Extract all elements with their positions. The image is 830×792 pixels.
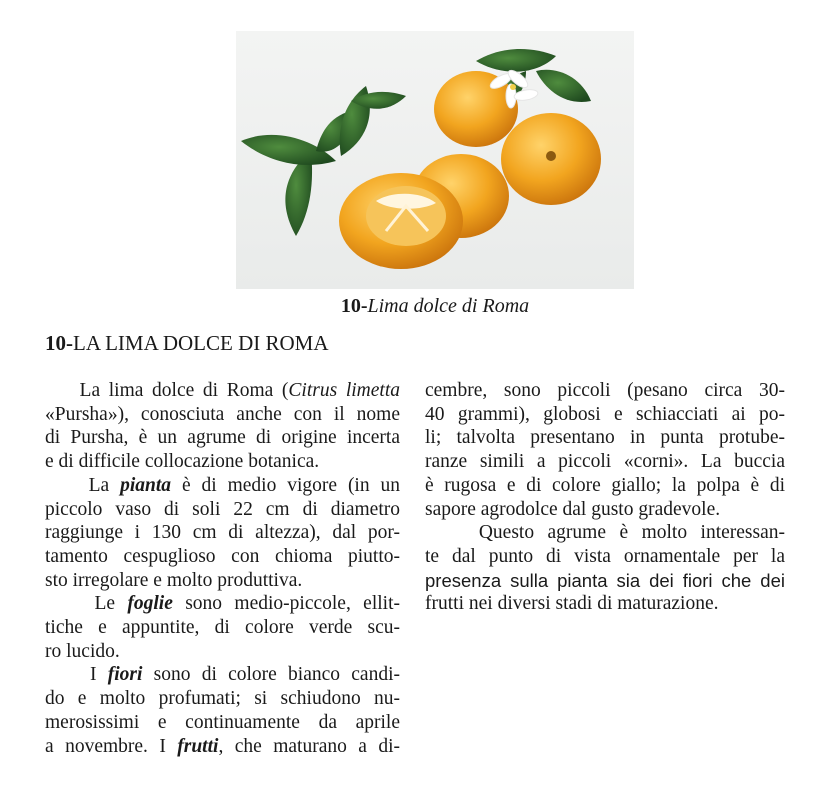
- left-column: [45, 379, 400, 758]
- text-line: cembre, sono piccoli (pesano circa 30-: [425, 380, 785, 401]
- text-line: di Pursha, è un agrume di origine incerta: [45, 427, 400, 449]
- text-line: merosissimi e continuamente da aprile: [45, 711, 400, 733]
- right-column: [425, 379, 785, 616]
- text-line: sto irregolare e molto produttiva.: [45, 569, 303, 591]
- text-line: raggiunge i 130 cm di altezza), dal por-: [45, 522, 400, 544]
- caption-title: Lima dolce di Roma: [367, 295, 530, 317]
- text-line: ro lucido.: [45, 640, 120, 662]
- text-line: do e molto profumati; si schiudono nu-: [45, 688, 400, 710]
- text-line: La lima dolce di Roma (Citrus limetta: [79, 380, 400, 401]
- section-heading: [45, 330, 329, 356]
- text-line: presenza sulla pianta sia dei fiori che dei: [425, 569, 785, 591]
- text-line: piccolo vaso di soli 22 cm di diametro: [45, 498, 400, 520]
- fruit-photo: [236, 31, 634, 289]
- text-line: sapore agrodolce dal gusto gradevole.: [425, 498, 721, 520]
- text-line: 40 grammi), globosi e schiacciati ai po-: [425, 403, 785, 425]
- text-line: è rugosa e di colore giallo; la polpa è di: [425, 474, 785, 496]
- heading-number: 10-: [45, 331, 73, 355]
- text-line: frutti nei diversi stadi di maturazione.: [425, 593, 719, 615]
- figure-caption: [236, 294, 634, 318]
- caption-number: 10-: [340, 295, 368, 317]
- text-line: e di difficile collocazione botanica.: [45, 451, 320, 473]
- leaf: [476, 49, 556, 72]
- text-line: Le foglie sono medio-piccole, ellit-: [94, 593, 400, 615]
- text-line: tiche e appuntite, di colore verde scu-: [45, 617, 400, 639]
- text-line: tamento cespuglioso con chioma piutto-: [45, 545, 400, 567]
- text-line: «Pursha»), conosciuta anche con il nome: [45, 403, 400, 425]
- text-line: La pianta è di medio vigore (in un: [88, 474, 401, 496]
- text-line: Questo agrume è molto interessan-: [478, 522, 785, 544]
- text-line: a novembre. I frutti, che maturano a di-: [45, 735, 400, 757]
- text-line: I fiori sono di colore bianco candi-: [89, 664, 400, 686]
- heading-title: LA LIMA DOLCE DI ROMA: [73, 331, 329, 355]
- lima-dolce-illustration: [236, 31, 634, 289]
- text-line: li; talvolta presentano in punta protube-: [425, 427, 785, 449]
- leaf: [536, 70, 591, 102]
- text-line: ranze simili a piccoli «corni». La buccia: [425, 451, 785, 473]
- text-line: te dal punto di vista ornamentale per la: [425, 545, 785, 567]
